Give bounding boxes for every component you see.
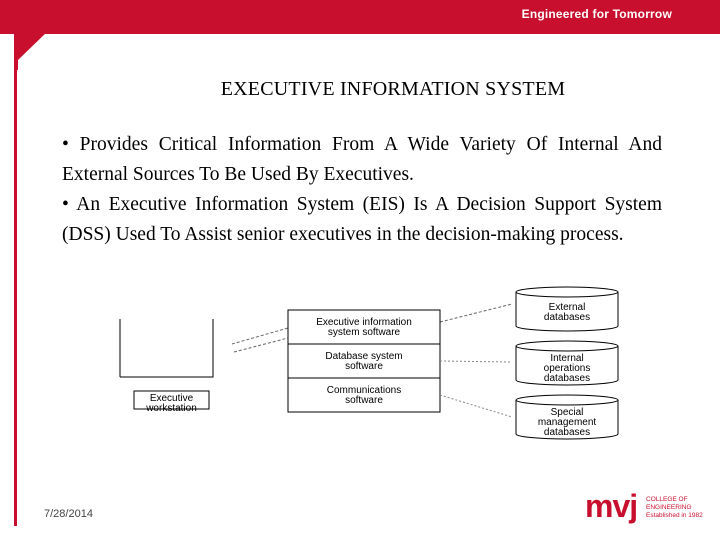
left-rule	[14, 34, 17, 526]
header-tab-shape	[0, 0, 80, 70]
db-arrows	[440, 361, 512, 417]
slide-date: 7/28/2014	[44, 508, 93, 520]
bullet-eis-definition: • An Executive Information System (EIS) Is A Decision Support System (DSS) Used To Assist senior executives in the decision-making process.	[62, 194, 662, 245]
college-logo	[585, 488, 720, 528]
logo-line-3: Established in 1982	[646, 512, 703, 519]
db-special-label: Special management databases	[537, 407, 597, 438]
db-internal-label: Internal operations databases	[543, 353, 591, 384]
bullet-provides: • Provides Critical Information From A Wide Variety Of Internal And External Sources To Be Used By Executives.	[62, 134, 662, 185]
slide-body	[62, 130, 662, 250]
slide-title: EXECUTIVE INFORMATION SYSTEM	[220, 78, 566, 100]
logo-mark: mvj	[585, 488, 638, 524]
stack-layer-database-software: Database system software	[325, 351, 403, 372]
workstation-label: Executive workstation	[146, 393, 197, 414]
db-external-label: External databases	[543, 302, 591, 323]
stack-layer-eis-software: Executive information system software	[316, 317, 412, 338]
header-tagline: Engineered for Tomorrow	[521, 7, 672, 21]
eis-diagram	[110, 282, 640, 452]
logo-line-2: ENGINEERING	[646, 504, 692, 511]
logo-line-1: COLLEGE OF	[646, 496, 688, 503]
stack-layer-communications-software: Communications software	[326, 385, 402, 406]
